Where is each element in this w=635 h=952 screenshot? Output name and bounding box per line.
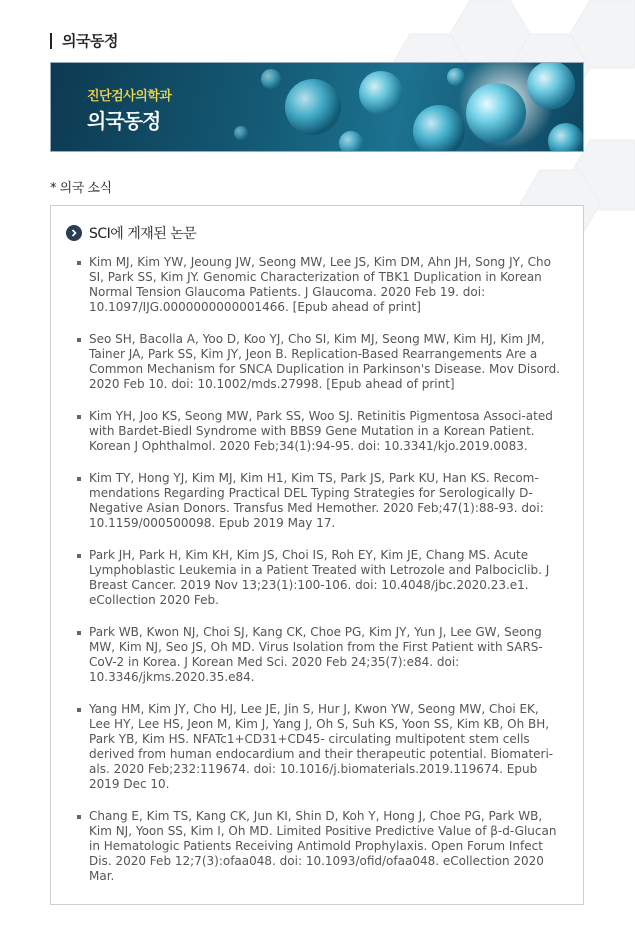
banner-title: 의국동정 xyxy=(87,109,161,133)
page-title: 의국동정 xyxy=(50,33,118,49)
box-heading xyxy=(66,223,196,243)
publication-item: Park JH, Park H, Kim KH, Kim JS, Choi IS, Roh EY, Kim JE, Chang MS. Acute Lymphoblastic Leukemia in a Patient Treated with Letrozole and Palbociclib. J Breast Cancer. 2019 Nov 13;23(1):100-106. doi: 10.4048/jbc.2020.23.e1. eCollection 2020 Feb. xyxy=(75,548,563,608)
publication-item: Yang HM, Kim JY, Cho HJ, Lee JE, Jin S, Hur J, Kwon YW, Seong MW, Choi EK, Lee HY, Lee HS, Jeon M, Kim J, Yang J, Oh S, Suh KS, Yoon SS, Kim KB, Oh BH, Park YB, Kim HS. NFATc1+CD31+CD45- circulating multipotent stem cells derived from human endocardium and their therapeutic potential. Biomateri-als. 2020 Feb;232:119674. doi: 10.1016/j.biomaterials.2019.119674. Epub 2019 Dec 10. xyxy=(75,702,563,792)
publication-item: Chang E, Kim TS, Kang CK, Jun KI, Shin D, Koh Y, Hong J, Choe PG, Park WB, Kim NJ, Yoon SS, Kim I, Oh MD. Limited Positive Predictive Value of β-d-Glucan in Hematologic Patients Receiving Antimold Prophylaxis. Open Forum Infect Dis. 2020 Feb 12;7(3):ofaa048. doi: 10.1093/ofid/ofaa048. eCollection 2020 Mar. xyxy=(75,809,563,884)
publication-item: Kim TY, Hong YJ, Kim MJ, Kim H1, Kim TS, Park JS, Park KU, Han KS. Recom-mendations Regarding Practical DEL Typing Strategies for Serologically D-Negative Asian Donors. Transfus Med Hemother. 2020 Feb;47(1):88-93. doi: 10.1159/000500098. Epub 2019 May 17. xyxy=(75,471,563,531)
publication-item: Kim YH, Joo KS, Seong MW, Park SS, Woo SJ. Retinitis Pigmentosa Associ-ated with Bardet-Biedl Syndrome with BBS9 Gene Mutation in a Korean Patient. Korean J Ophthalmol. 2020 Feb;34(1):94-95. doi: 10.3341/kjo.2019.0083. xyxy=(75,409,563,454)
header-banner xyxy=(50,62,584,152)
banner-subtitle: 진단검사의학과 xyxy=(87,89,172,104)
arrow-circle-icon xyxy=(66,225,82,241)
section-label: * 의국 소식 xyxy=(50,181,112,196)
publications-box xyxy=(50,205,584,905)
publication-item: Kim MJ, Kim YW, Jeoung JW, Seong MW, Lee JS, Kim DM, Ahn JH, Song JY, Cho SI, Park SS, Kim JY. Genomic Characterization of TBK1 Duplication in Korean Normal Tension Glaucoma Patients. J Glaucoma. 2020 Feb 19. doi: 10.1097/IJG.0000000000001466. [Epub ahead of print] xyxy=(75,255,563,315)
publication-item: Park WB, Kwon NJ, Choi SJ, Kang CK, Choe PG, Kim JY, Yun J, Lee GW, Seong MW, Kim NJ, Seo JS, Oh MD. Virus Isolation from the First Patient with SARS-CoV-2 in Korea. J Korean Med Sci. 2020 Feb 24;35(7):e84. doi: 10.3346/jkms.2020.35.e84. xyxy=(75,625,563,685)
box-title: SCI에 게재된 논문 xyxy=(89,226,197,242)
publication-item: Seo SH, Bacolla A, Yoo D, Koo YJ, Cho SI, Kim MJ, Seong MW, Kim HJ, Kim JM, Tainer JA, Park SS, Kim JY, Jeon B. Replication-Based Rearrangements Are a Common Mechanism for SNCA Duplication in Parkinson's Disease. Mov Disord. 2020 Feb 10. doi: 10.1002/mds.27998. [Epub ahead of print] xyxy=(75,332,563,392)
publication-list xyxy=(75,255,563,901)
